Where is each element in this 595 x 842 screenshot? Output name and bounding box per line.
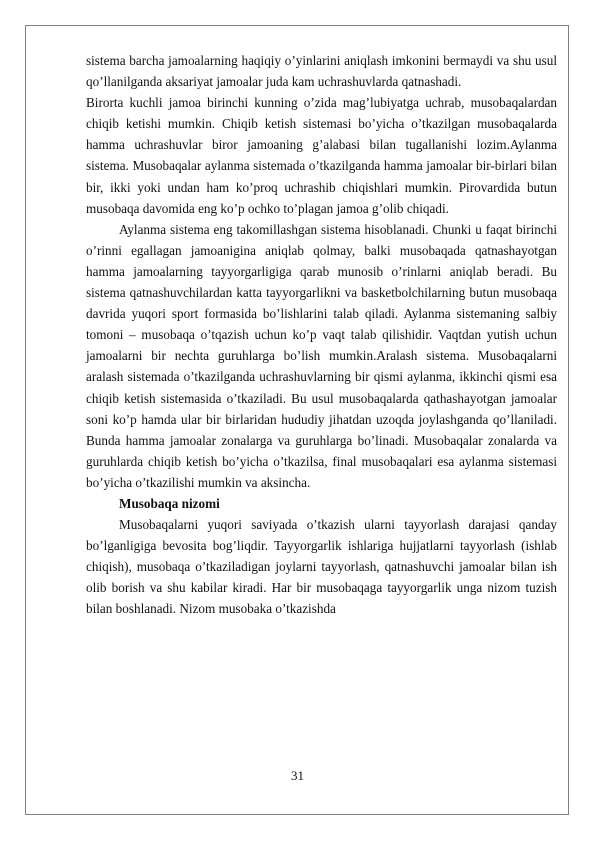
document-body: [86, 50, 557, 620]
paragraph-1: sistema barcha jamoalarning haqiqiy o’yinlarini aniqlash imkonini bermaydi va shu usul qo’llanilganda aksariyat jamoalar juda kam uchrashuvlarda qatnashadi.: [86, 53, 557, 90]
paragraph-2: Birorta kuchli jamoa birinchi kunning o’zida mag’lubiyatga uchrab, musobaqalardan chiqib ketishi mumkin. Chiqib ketish sistemasi bo’yicha o’tkazilgan musobaqalarda hamma uchrashuvlar biror jamoaning g’alabasi bilan tugallanishi lozim.Aylanma sistema. Musobaqalar aylanma sistemada o’tkazilganda hamma jamoalar bir-birlari bilan bir, ikki yoki undan ham ko’proq uchrashib chiqishlari mumkin. Pirovardida butun musobaqa davomida eng ko’p ochko to’plagan jamoa g’olib chiqadi.: [86, 95, 557, 216]
page-number: 31: [291, 768, 304, 783]
paragraph-4: Musobaqalarni yuqori saviyada o’tkazish ularni tayyorlash darajasi qanday bo’lganligiga bevosita bog’liqdir. Tayyorgarlik ishlariga hujjatlarni tayyorlash (ishlab chiqish), musobaqa o’tkaziladigan joylarni tayyorlash, qatnashuvchi jamoalar bilan ish olib borish va shu kabilar kiradi. Har bir musobaqaga tayyorgarlik unga nizom tuzish bilan boshlanadi. Nizom musobaka o’tkazishda: [86, 517, 557, 617]
section-heading: Musobaqa nizomi: [119, 495, 220, 511]
paragraph-3: Aylanma sistema eng takomillashgan sistema hisoblanadi. Chunki u faqat birinchi o’rinni egallagan jamoanigina aniqlab qolmay, balki musobaqada qatnashayotgan hamma jamoalarning tayyorgarligiga qarab munosib o’rinlarni aniqlab beradi. Bu sistema qatnashuvchilardan katta tayyorgarlikni va basketbolchilarning butun musobaqa davrida yuqori sport formasida bo’lishlarini talab qiladi. Aylanma sistemaning salbiy tomoni – musobaqa o’tqazish uchun ko’p vaqt talab qilishidir. Vaqtdan yutish uchun jamoalarni bir nechta guruhlarga bo’lish mumkin.Aralash sistema. Musobaqalarni aralash sistemada o’tkazilganda uchrashuvlarning bir qismi aylanma, ikkinchi qismi esa chiqib ketish sistemasida o’tkaziladi. Bu usul musobaqalarda qathashayotgan jamoalar soni ko’p hamda ular bir birlaridan hududiy jihatdan uzoqda joylashganda qo’llaniladi. Bunda hamma jamoalar zonalarga va guruhlarga bo’linadi. Musobaqalar zonalarda va guruhlarda chiqib ketish bo’yicha o’tkazilsa, final musobaqalari esa aylanma sistemasi bo’yicha o’tkazilishi mumkin va aksincha.: [86, 221, 557, 490]
